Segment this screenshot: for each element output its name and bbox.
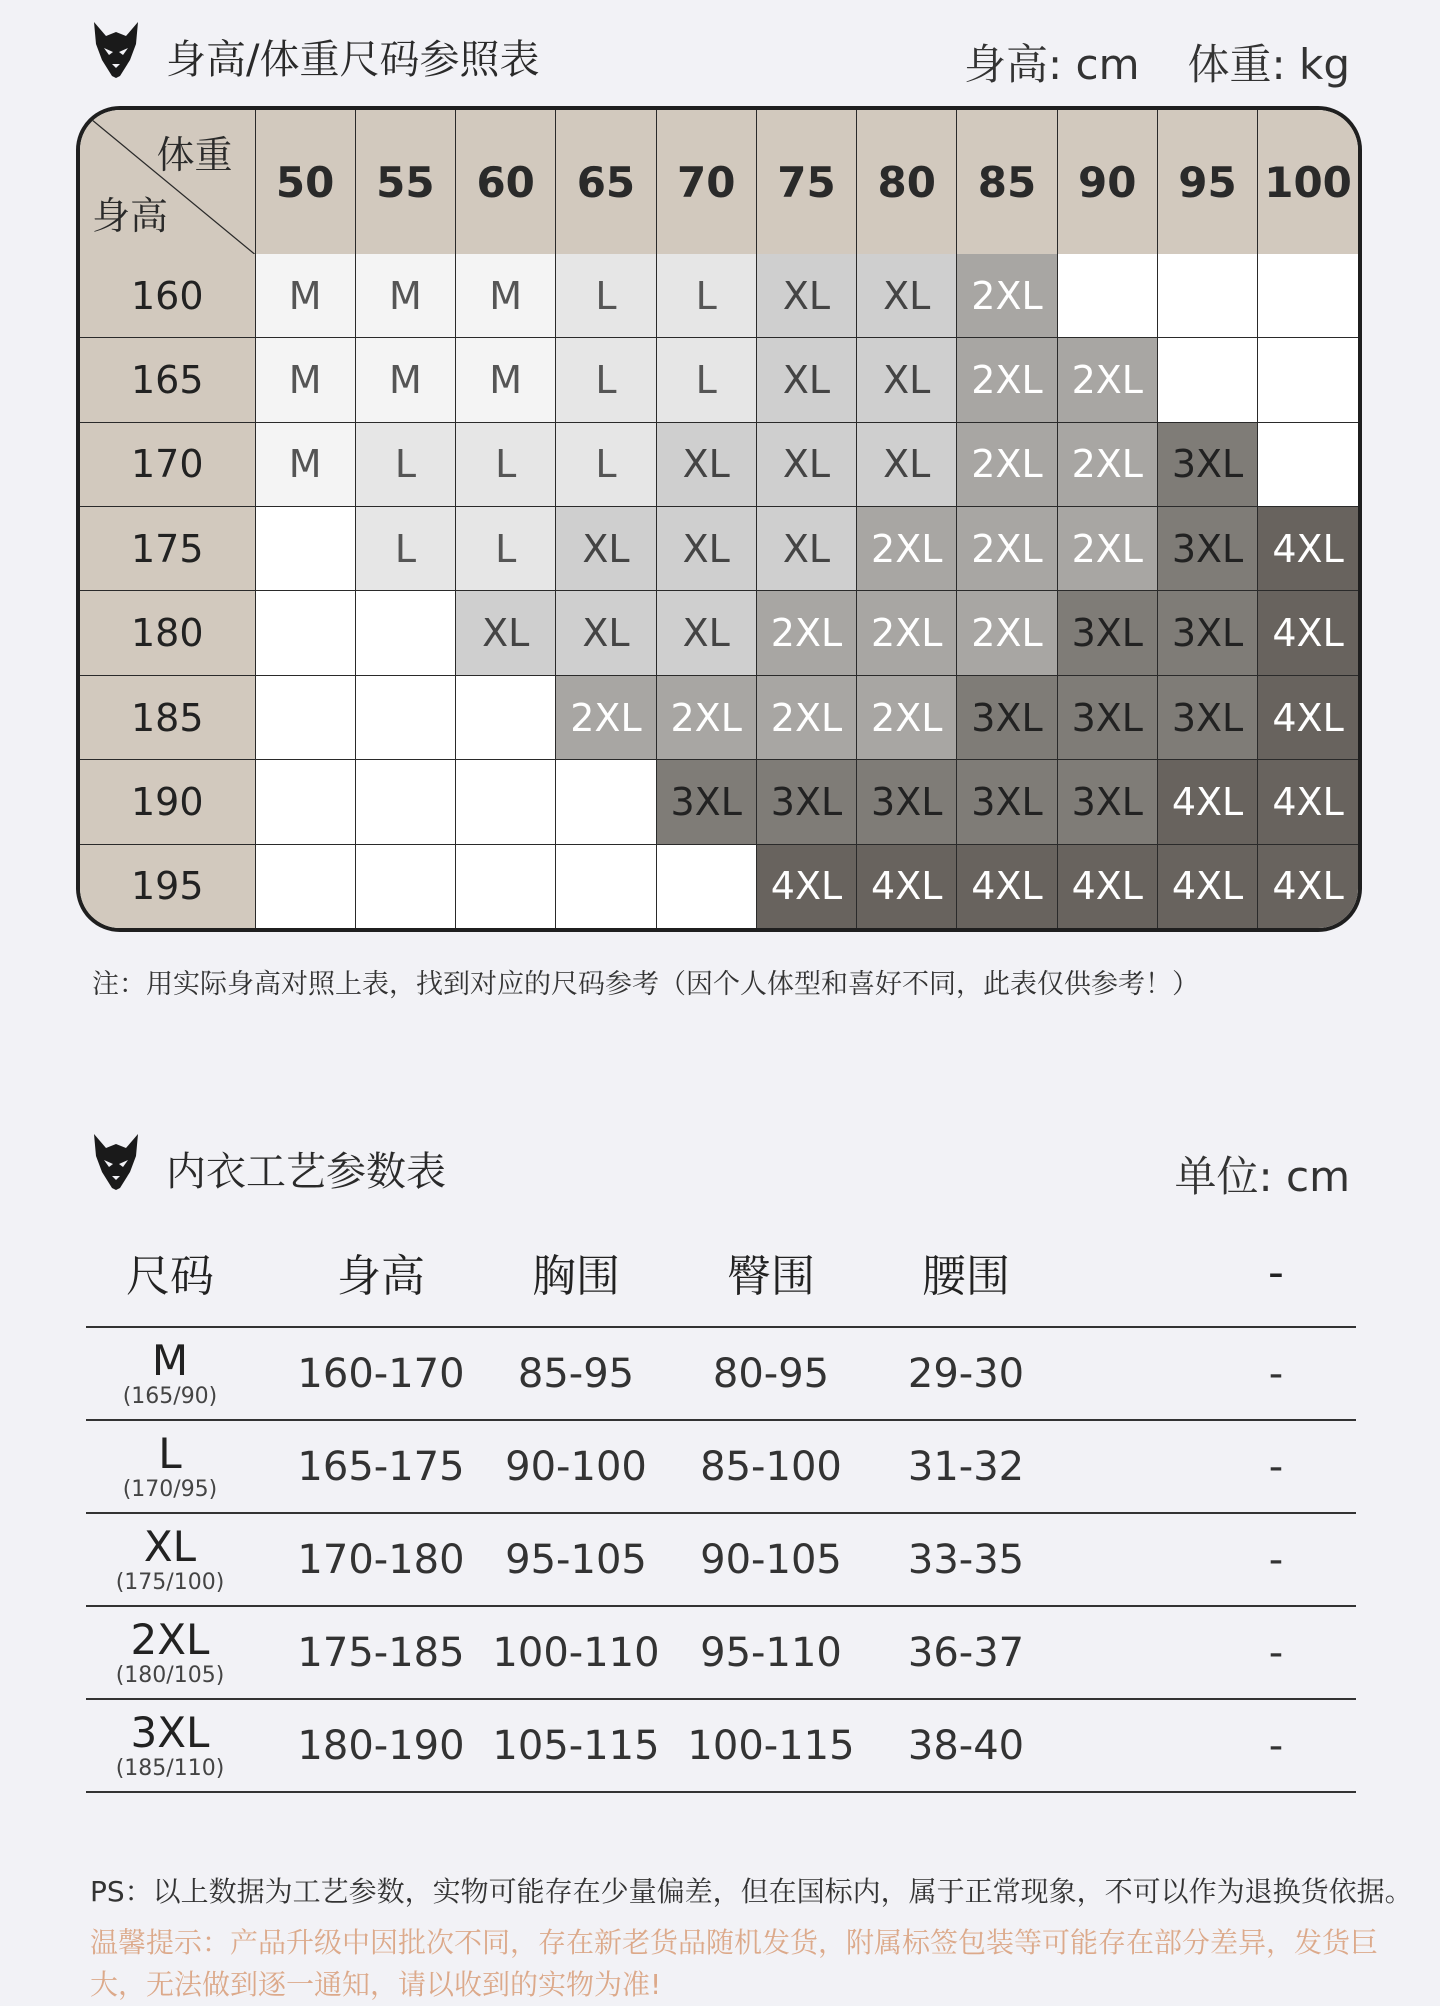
spec-height-cell: 165-175	[297, 1443, 465, 1490]
size-chart-header	[90, 20, 1350, 90]
height-label-195: 195	[80, 844, 255, 928]
size-cell	[1057, 254, 1157, 338]
size-cell: 2XL	[957, 422, 1057, 506]
size-cell: M	[355, 338, 455, 422]
weight-header-row	[80, 110, 1358, 254]
size-cell: M	[255, 422, 355, 506]
spec-header-cell: 胸围	[532, 1251, 620, 1302]
weight-header-60: 60	[456, 110, 556, 254]
size-row-185	[80, 675, 1358, 759]
spec-header-row	[86, 1218, 1356, 1328]
ps-note: PS：以上数据为工艺参数，实物可能存在少量偏差，但在国标内，属于正常现象，不可以作为退换货依据。	[90, 1875, 1413, 1908]
spec-chest-cell: 90-100	[505, 1443, 647, 1490]
size-row-165	[80, 338, 1358, 422]
size-chart-title: 身高/体重尺码参照表	[166, 37, 540, 83]
size-cell: 4XL	[1258, 507, 1358, 591]
size-cell	[1258, 422, 1358, 506]
height-label-180: 180	[80, 591, 255, 675]
spec-table-header	[90, 1132, 1350, 1202]
size-cell	[1258, 254, 1358, 338]
size-cell: 2XL	[1057, 338, 1157, 422]
size-cell: L	[656, 338, 756, 422]
size-cell	[1157, 338, 1257, 422]
size-cell: L	[456, 422, 556, 506]
size-cell	[355, 591, 455, 675]
size-cell	[456, 760, 556, 844]
size-cell: 3XL	[1057, 760, 1157, 844]
weight-header-65: 65	[556, 110, 656, 254]
spec-size-label: 2XL	[130, 1614, 210, 1664]
spec-size-cell	[86, 1421, 254, 1512]
size-cell	[456, 675, 556, 759]
height-label-165: 165	[80, 338, 255, 422]
size-cell	[355, 760, 455, 844]
spec-row-2XL	[86, 1607, 1356, 1700]
size-cell	[255, 507, 355, 591]
size-cell	[1258, 338, 1358, 422]
spec-size-label: M	[151, 1335, 189, 1385]
size-cell: M	[255, 254, 355, 338]
spec-header-cell: 尺码	[126, 1251, 214, 1302]
spec-unit-label: 单位: cm	[1174, 1152, 1350, 1201]
spec-row-XL	[86, 1514, 1356, 1607]
size-cell: 2XL	[857, 591, 957, 675]
spec-chest-cell: 105-115	[492, 1722, 660, 1769]
spec-header-cell: 身高	[337, 1251, 425, 1302]
size-cell: XL	[756, 338, 856, 422]
size-cell: XL	[857, 254, 957, 338]
size-cell: 2XL	[957, 254, 1057, 338]
spec-header-cell: -	[1268, 1246, 1284, 1298]
spec-chest-cell: 85-95	[517, 1350, 635, 1397]
size-cell	[656, 844, 756, 928]
size-cell: L	[355, 507, 455, 591]
size-cell: 2XL	[857, 675, 957, 759]
size-cell: 2XL	[756, 675, 856, 759]
size-cell: 2XL	[957, 507, 1057, 591]
spec-waist-cell: 36-37	[907, 1629, 1025, 1676]
size-cell	[255, 760, 355, 844]
spec-waist-cell: 31-32	[907, 1443, 1025, 1490]
size-cell: 3XL	[957, 760, 1057, 844]
spec-hip-cell: 80-95	[712, 1350, 830, 1397]
spec-size-label: L	[158, 1428, 182, 1478]
spec-size-cell	[86, 1514, 254, 1605]
size-cell: 3XL	[756, 760, 856, 844]
size-row-195	[80, 844, 1358, 928]
size-cell: 2XL	[656, 675, 756, 759]
size-cell: M	[355, 254, 455, 338]
size-cell: XL	[556, 507, 656, 591]
spec-row-M	[86, 1328, 1356, 1421]
spec-size-sub: (170/95)	[122, 1476, 218, 1502]
size-grid	[76, 106, 1362, 932]
size-cell: 4XL	[857, 844, 957, 928]
size-cell: 4XL	[957, 844, 1057, 928]
size-cell: 3XL	[1157, 422, 1257, 506]
wolf-logo-icon	[90, 20, 142, 80]
size-row-190	[80, 760, 1358, 844]
size-cell: L	[656, 254, 756, 338]
size-cell: M	[456, 254, 556, 338]
size-cell: L	[355, 422, 455, 506]
spec-waist-cell: 29-30	[907, 1350, 1025, 1397]
size-cell: XL	[857, 422, 957, 506]
spec-other-cell: -	[1268, 1350, 1284, 1397]
spec-size-cell	[86, 1700, 254, 1791]
size-cell	[1157, 254, 1257, 338]
spec-other-cell: -	[1268, 1536, 1284, 1583]
size-row-175	[80, 507, 1358, 591]
size-row-170	[80, 422, 1358, 506]
size-cell: XL	[756, 254, 856, 338]
wolf-logo-icon	[90, 1132, 142, 1192]
size-cell: 3XL	[656, 760, 756, 844]
weight-header-50: 50	[255, 110, 355, 254]
size-cell: 4XL	[1258, 760, 1358, 844]
spec-header-cell: 臀围	[727, 1251, 815, 1302]
size-cell: XL	[656, 507, 756, 591]
spec-height-cell: 160-170	[297, 1350, 465, 1397]
spec-chest-cell: 100-110	[492, 1629, 660, 1676]
spec-size-label: 3XL	[130, 1707, 210, 1757]
size-cell: 2XL	[957, 591, 1057, 675]
size-cell: XL	[656, 422, 756, 506]
height-label-160: 160	[80, 254, 255, 338]
spec-height-cell: 180-190	[297, 1722, 465, 1769]
weight-header-100: 100	[1258, 110, 1358, 254]
spec-size-sub: (175/100)	[115, 1569, 225, 1595]
spec-hip-cell: 100-115	[687, 1722, 855, 1769]
size-cell: 4XL	[756, 844, 856, 928]
spec-hip-cell: 90-105	[700, 1536, 842, 1583]
size-chart-note: 注：用实际身高对照上表，找到对应的尺码参考（因个人体型和喜好不同，此表仅供参考！）	[92, 969, 1199, 1000]
warm-tip: 温馨提示：产品升级中因批次不同，存在新老货品随机发货，附属标签包装等可能存在部分差异，发货巨大，无法做到逐一通知，请以收到的实物为准!	[90, 1926, 1379, 2001]
spec-waist-cell: 38-40	[907, 1722, 1025, 1769]
weight-header-55: 55	[355, 110, 455, 254]
spec-waist-cell: 33-35	[907, 1536, 1025, 1583]
size-cell: 2XL	[1057, 507, 1157, 591]
size-cell: L	[556, 338, 656, 422]
size-cell: L	[456, 507, 556, 591]
spec-table-title: 内衣工艺参数表	[166, 1149, 446, 1195]
height-label-185: 185	[80, 675, 255, 759]
size-cell: 4XL	[1157, 760, 1257, 844]
size-cell: XL	[656, 591, 756, 675]
size-cell: 2XL	[556, 675, 656, 759]
size-cell: XL	[756, 422, 856, 506]
spec-size-sub: (165/90)	[122, 1383, 218, 1409]
spec-row-3XL	[86, 1700, 1356, 1793]
spec-height-cell: 175-185	[297, 1629, 465, 1676]
spec-hip-cell: 95-110	[700, 1629, 842, 1676]
height-unit: 身高: cm	[964, 40, 1140, 89]
weight-header-75: 75	[756, 110, 856, 254]
height-label-175: 175	[80, 507, 255, 591]
corner-height-label: 身高	[92, 194, 169, 238]
size-cell: 3XL	[1157, 591, 1257, 675]
size-cell	[255, 844, 355, 928]
size-cell	[456, 844, 556, 928]
weight-header-80: 80	[857, 110, 957, 254]
size-cell: M	[255, 338, 355, 422]
size-cell: 4XL	[1057, 844, 1157, 928]
size-cell: 3XL	[1057, 591, 1157, 675]
spec-other-cell: -	[1268, 1722, 1284, 1769]
spec-chest-cell: 95-105	[505, 1536, 647, 1583]
size-cell: 4XL	[1157, 844, 1257, 928]
height-label-170: 170	[80, 422, 255, 506]
size-cell	[355, 675, 455, 759]
size-cell: 4XL	[1258, 591, 1358, 675]
size-cell: XL	[456, 591, 556, 675]
size-cell: 3XL	[857, 760, 957, 844]
corner-cell	[80, 110, 255, 254]
weight-header-70: 70	[656, 110, 756, 254]
height-label-190: 190	[80, 760, 255, 844]
spec-height-cell: 170-180	[297, 1536, 465, 1583]
spec-size-label: XL	[143, 1521, 197, 1571]
size-cell	[355, 844, 455, 928]
spec-hip-cell: 85-100	[700, 1443, 842, 1490]
size-cell: 2XL	[756, 591, 856, 675]
spec-size-sub: (180/105)	[115, 1662, 225, 1688]
weight-unit: 体重: kg	[1187, 40, 1350, 89]
spec-size-cell	[86, 1328, 254, 1419]
units-label	[916, 32, 1350, 92]
weight-header-85: 85	[957, 110, 1057, 254]
weight-header-95: 95	[1157, 110, 1257, 254]
size-cell	[556, 844, 656, 928]
size-cell: XL	[556, 591, 656, 675]
size-cell: 2XL	[1057, 422, 1157, 506]
size-cell: XL	[857, 338, 957, 422]
size-cell: 4XL	[1258, 844, 1358, 928]
size-cell: L	[556, 254, 656, 338]
size-cell	[556, 760, 656, 844]
size-cell: 3XL	[957, 675, 1057, 759]
size-cell: L	[556, 422, 656, 506]
size-cell: 2XL	[957, 338, 1057, 422]
weight-header-90: 90	[1057, 110, 1157, 254]
size-cell: XL	[756, 507, 856, 591]
spec-header-cell: 腰围	[922, 1251, 1010, 1302]
size-cell: 3XL	[1057, 675, 1157, 759]
spec-size-sub: (185/110)	[115, 1755, 225, 1781]
size-cell: 3XL	[1157, 675, 1257, 759]
size-row-160	[80, 254, 1358, 338]
spec-table	[86, 1218, 1356, 1793]
size-cell: 2XL	[857, 507, 957, 591]
spec-size-cell	[86, 1607, 254, 1698]
size-cell: M	[456, 338, 556, 422]
size-cell: 3XL	[1157, 507, 1257, 591]
spec-row-L	[86, 1421, 1356, 1514]
size-row-180	[80, 591, 1358, 675]
spec-other-cell: -	[1268, 1443, 1284, 1490]
size-cell: 4XL	[1258, 675, 1358, 759]
corner-weight-label: 体重	[156, 133, 233, 177]
spec-other-cell: -	[1268, 1629, 1284, 1676]
size-cell	[255, 591, 355, 675]
size-cell	[255, 675, 355, 759]
